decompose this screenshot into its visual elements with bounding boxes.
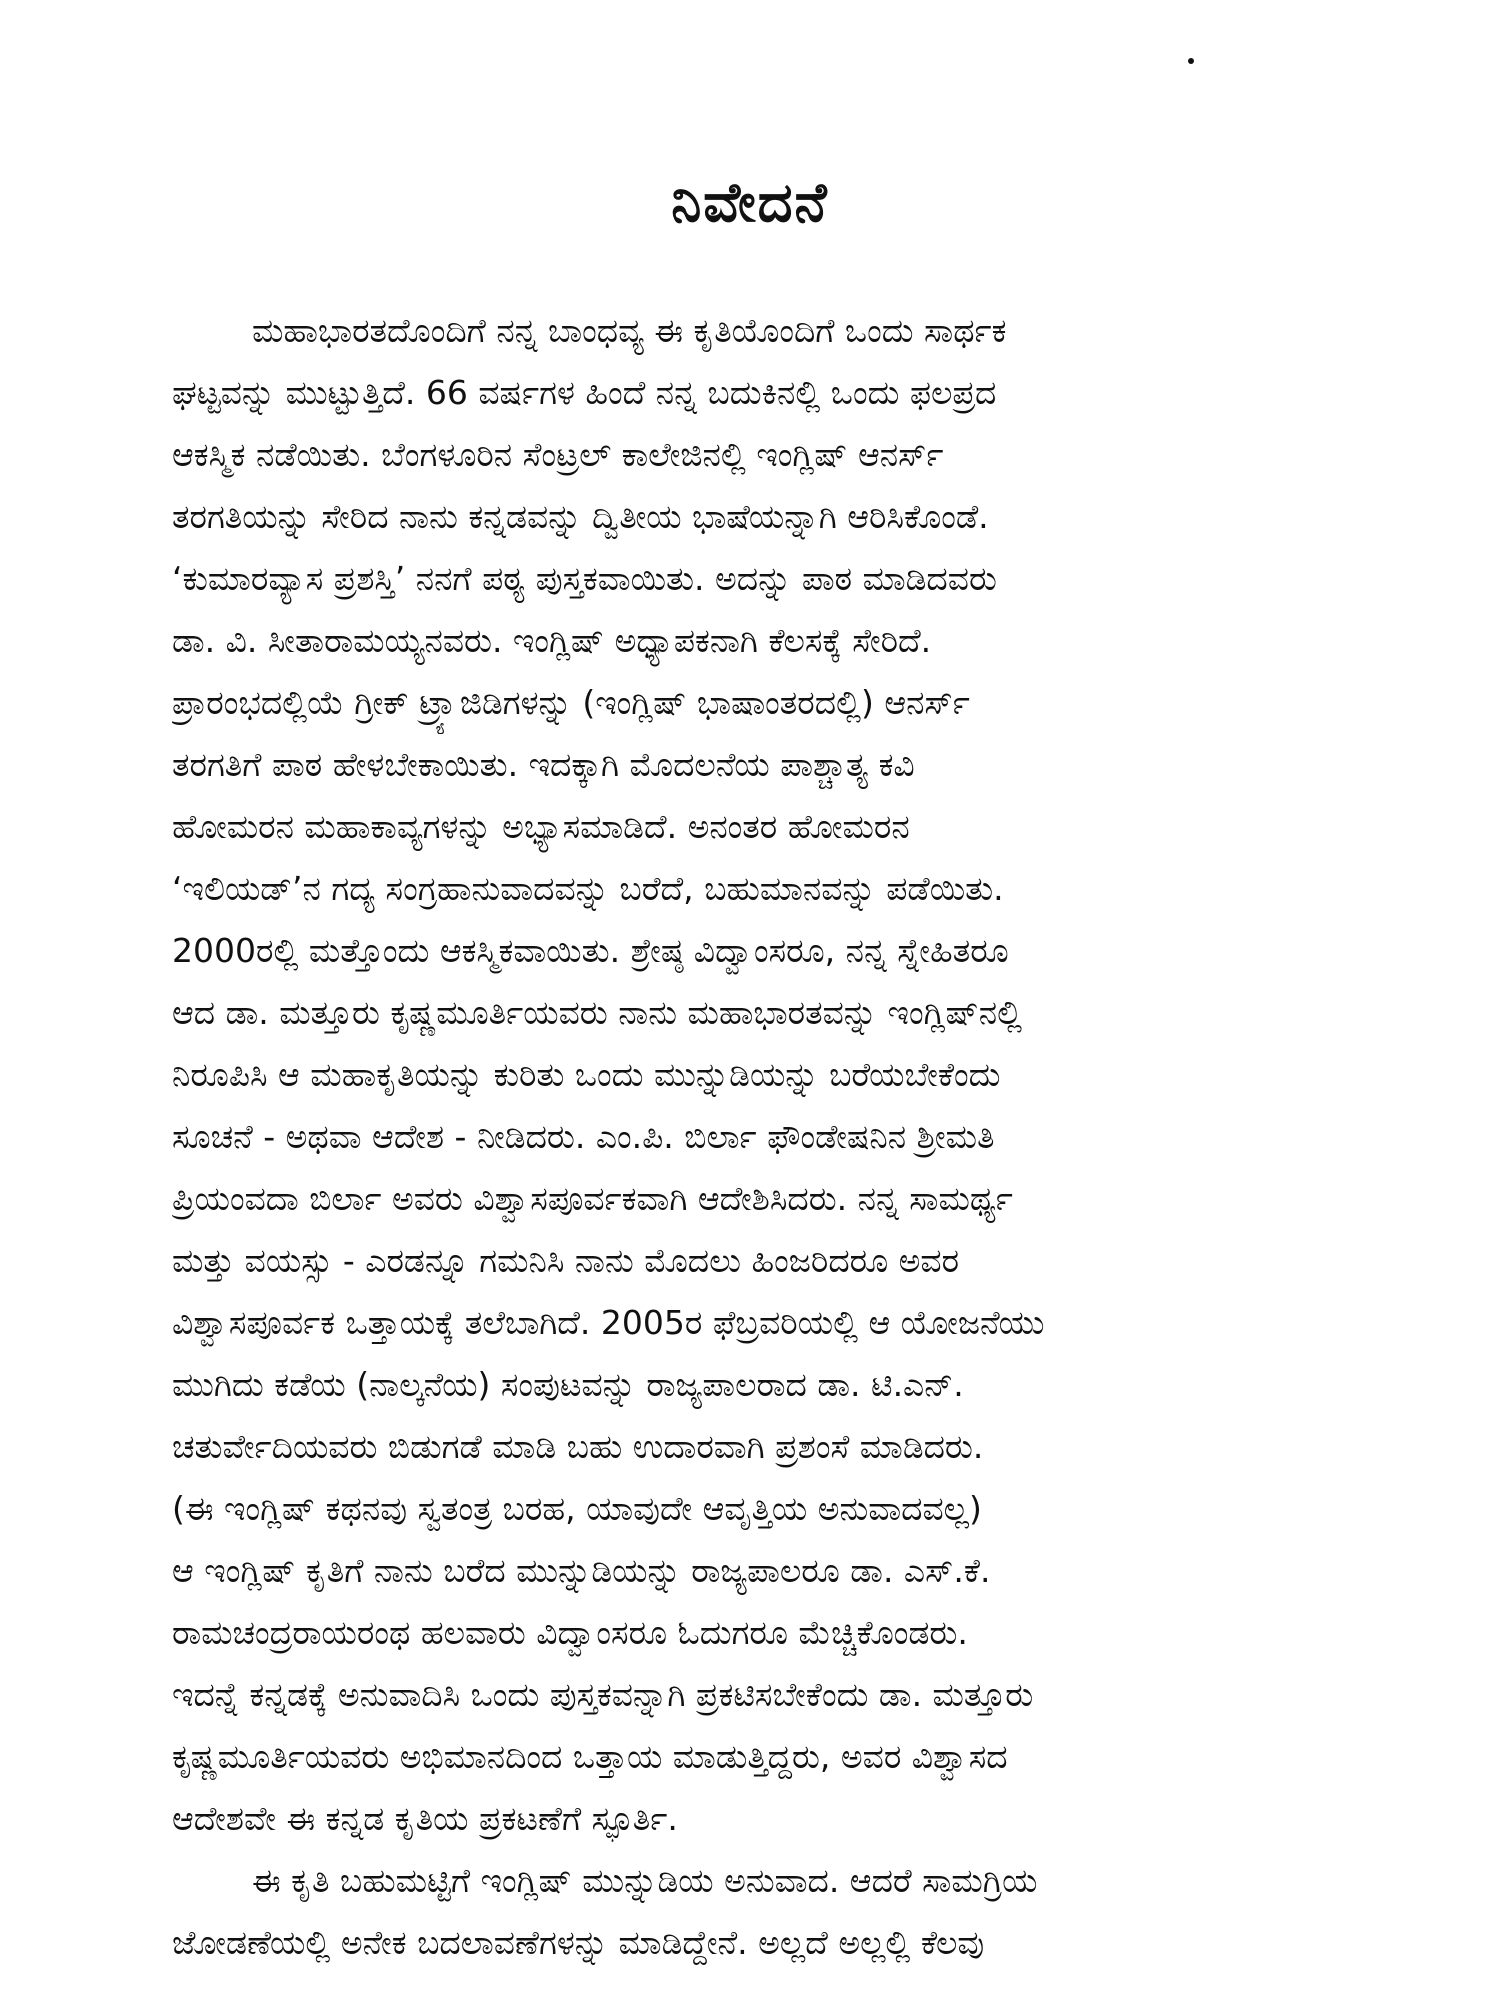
- text-line-13: ನಿರೂಪಿಸಿ ಆ ಮಹಾಕೃತಿಯನ್ನು ಕುರಿತು ಒಂದು ಮುನ್ನುಡಿಯನ್ನು ಬರೆಯಬೇಕೆಂದು: [172, 1055, 1001, 1094]
- page-title: ನಿವೇದನೆ: [671, 171, 829, 234]
- text-line-23: ಇದನ್ನೆ ಕನ್ನಡಕ್ಕೆ ಅನುವಾದಿಸಿ ಒಂದು ಪುಸ್ತಕವನ್ನಾಗಿ ಪ್ರಕಟಿಸಬೇಕೆಂದು ಡಾ. ಮತ್ತೂರು: [172, 1675, 1034, 1714]
- text-line-9: ಹೋಮರನ ಮಹಾಕಾವ್ಯಗಳನ್ನು ಅಭ್ಯಾಸಮಾಡಿದೆ. ಅನಂತರ ಹೋಮರನ: [172, 807, 910, 846]
- text-line-15: ಪ್ರಿಯಂವದಾ ಬಿರ್ಲಾ ಅವರು ವಿಶ್ವಾಸಪೂರ್ವಕವಾಗಿ ಆದೇಶಿಸಿದರು. ನನ್ನ ಸಾಮರ್ಥ್ಯ: [172, 1179, 1013, 1218]
- text-line-2: ಘಟ್ಟವನ್ನು ಮುಟ್ಟುತ್ತಿದೆ. 66 ವರ್ಷಗಳ ಹಿಂದೆ ನನ್ನ ಬದುಕಿನಲ್ಲಿ ಒಂದು ಫಲಪ್ರದ: [172, 373, 997, 412]
- text-line-20: (ಈ ಇಂಗ್ಲಿಷ್ ಕಥನವು ಸ್ವತಂತ್ರ ಬರಹ, ಯಾವುದೇ ಆವೃತ್ತಿಯ ಅನುವಾದವಲ್ಲ): [172, 1489, 982, 1528]
- text-line-10: ‘ಇಲಿಯಡ್’ನ ಗದ್ಯ ಸಂಗ್ರಹಾನುವಾದವನ್ನು ಬರೆದೆ, ಬಹುಮಾನವನ್ನು ಪಡೆಯಿತು.: [172, 869, 1004, 908]
- text-line-1: ಮಹಾಭಾರತದೊಂದಿಗೆ ನನ್ನ ಬಾಂಧವ್ಯ ಈ ಕೃತಿಯೊಂದಿಗೆ ಒಂದು ಸಾರ್ಥಕ: [252, 311, 1007, 350]
- text-line-12: ಆದ ಡಾ. ಮತ್ತೂರು ಕೃಷ್ಣಮೂರ್ತಿಯವರು ನಾನು ಮಹಾಭಾರತವನ್ನು ಇಂಗ್ಲಿಷ್‌ನಲ್ಲಿ: [172, 993, 1023, 1032]
- text-line-14: ಸೂಚನೆ - ಅಥವಾ ಆದೇಶ - ನೀಡಿದರು. ಎಂ.ಪಿ. ಬಿರ್ಲಾ ಫೌಂಡೇಷನಿನ ಶ್ರೀಮತಿ: [172, 1117, 995, 1156]
- text-line-4: ತರಗತಿಯನ್ನು ಸೇರಿದ ನಾನು ಕನ್ನಡವನ್ನು ದ್ವಿತೀಯ ಭಾಷೆಯನ್ನಾಗಿ ಆರಿಸಿಕೊಂಡೆ.: [172, 497, 989, 536]
- text-line-24: ಕೃಷ್ಣಮೂರ್ತಿಯವರು ಅಭಿಮಾನದಿಂದ ಒತ್ತಾಯ ಮಾಡುತ್ತಿದ್ದರು, ಅವರ ವಿಶ್ವಾಸದ: [172, 1737, 1008, 1776]
- text-line-16: ಮತ್ತು ವಯಸ್ಸು - ಎರಡನ್ನೂ ಗಮನಿಸಿ ನಾನು ಮೊದಲು ಹಿಂಜರಿದರೂ ಅವರ: [172, 1241, 960, 1280]
- text-line-7: ಪ್ರಾರಂಭದಲ್ಲಿಯೆ ಗ್ರೀಕ್ ಟ್ರ್ಯಾಜಿಡಿಗಳನ್ನು (ಇಂಗ್ಲಿಷ್ ಭಾಷಾಂತರದಲ್ಲಿ) ಆನರ್ಸ್: [172, 683, 970, 722]
- text-line-25: ಆದೇಶವೇ ಈ ಕನ್ನಡ ಕೃತಿಯ ಪ್ರಕಟಣೆಗೆ ಸ್ಫೂರ್ತಿ.: [172, 1799, 678, 1838]
- text-line-22: ರಾಮಚಂದ್ರರಾಯರಂಥ ಹಲವಾರು ವಿದ್ವಾಂಸರೂ ಓದುಗರೂ ಮೆಚ್ಚಿಕೊಂಡರು.: [172, 1613, 968, 1652]
- text-line-21: ಆ ಇಂಗ್ಲಿಷ್ ಕೃತಿಗೆ ನಾನು ಬರೆದ ಮುನ್ನುಡಿಯನ್ನು ರಾಜ್ಯಪಾಲರೂ ಡಾ. ಎಸ್.ಕೆ.: [172, 1551, 991, 1590]
- text-line-26: ಈ ಕೃತಿ ಬಹುಮಟ್ಟಿಗೆ ಇಂಗ್ಲಿಷ್ ಮುನ್ನುಡಿಯ ಅನುವಾದ. ಆದರೆ ಸಾಮಗ್ರಿಯ: [252, 1861, 1038, 1900]
- text-line-17: ವಿಶ್ವಾಸಪೂರ್ವಕ ಒತ್ತಾಯಕ್ಕೆ ತಲೆಬಾಗಿದೆ. 2005ರ ಫೆಬ್ರವರಿಯಲ್ಲಿ ಆ ಯೋಜನೆಯು: [172, 1303, 1045, 1342]
- text-line-18: ಮುಗಿದು ಕಡೆಯ (ನಾಲ್ಕನೆಯ) ಸಂಪುಟವನ್ನು ರಾಜ್ಯಪಾಲರಾದ ಡಾ. ಟಿ.ಎನ್.: [172, 1365, 964, 1404]
- text-line-5: ‘ಕುಮಾರವ್ಯಾಸ ಪ್ರಶಸ್ತಿ’ ನನಗೆ ಪಠ್ಯ ಪುಸ್ತಕವಾಯಿತು. ಅದನ್ನು ಪಾಠ ಮಾಡಿದವರು: [172, 559, 997, 598]
- text-line-27: ಜೋಡಣೆಯಲ್ಲಿ ಅನೇಕ ಬದಲಾವಣೆಗಳನ್ನು ಮಾಡಿದ್ದೇನೆ. ಅಲ್ಲದೆ ಅಲ್ಲಲ್ಲಿ ಕೆಲವು: [172, 1923, 985, 1962]
- text-line-11: 2000ರಲ್ಲಿ ಮತ್ತೊಂದು ಆಕಸ್ಮಿಕವಾಯಿತು. ಶ್ರೇಷ್ಠ ವಿದ್ವಾಂಸರೂ, ನನ್ನ ಸ್ನೇಹಿತರೂ: [172, 931, 1009, 970]
- text-line-6: ಡಾ. ವಿ. ಸೀತಾರಾಮಯ್ಯನವರು. ಇಂಗ್ಲಿಷ್ ಅಧ್ಯಾಪಕನಾಗಿ ಕೆಲಸಕ್ಕೆ ಸೇರಿದೆ.: [172, 621, 932, 660]
- text-line-8: ತರಗತಿಗೆ ಪಾಠ ಹೇಳಬೇಕಾಯಿತು. ಇದಕ್ಕಾಗಿ ಮೊದಲನೆಯ ಪಾಶ್ಚಾತ್ಯ ಕವಿ: [172, 745, 915, 784]
- text-line-19: ಚತುರ್ವೇದಿಯವರು ಬಿಡುಗಡೆ ಮಾಡಿ ಬಹು ಉದಾರವಾಗಿ ಪ್ರಶಂಸೆ ಮಾಡಿದರು.: [172, 1427, 984, 1466]
- body-text: [172, 300, 1352, 1974]
- page-speck: [1188, 58, 1194, 64]
- text-line-3: ಆಕಸ್ಮಿಕ ನಡೆಯಿತು. ಬೆಂಗಳೂರಿನ ಸೆಂಟ್ರಲ್ ಕಾಲೇಜಿನಲ್ಲಿ ಇಂಗ್ಲಿಷ್ ಆನರ್ಸ್: [172, 435, 944, 474]
